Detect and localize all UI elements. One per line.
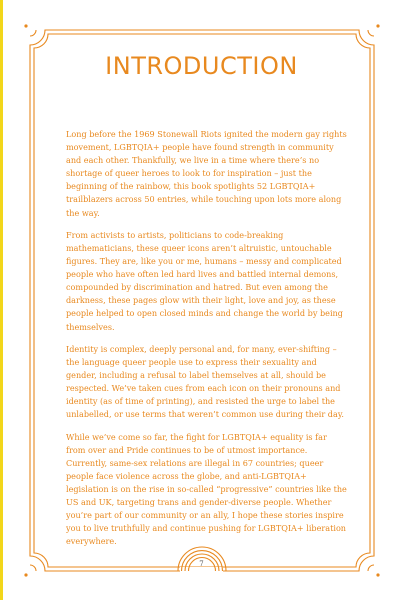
- paragraph: Long before the 1969 Stonewall Riots ignited the modern gay rights movement, LGBTQIA+ people have found strength in community and each other. Thankfully, we live in a time where there’s no shortage of queer heroes to look to for inspiration – just the beginning of the rainbow, this book spotlights 52 LGBTQIA+ trailblazers across 50 entries, while touching upon lots more along the way.: [66, 129, 347, 218]
- corner-dot: [24, 24, 27, 27]
- page-number: 7: [199, 560, 204, 568]
- paragraph: While we’ve come so far, the fight for LGBTQIA+ equality is far from over and Pride continues to be of utmost importance. Currently, same-sex relations are illegal in 67 countries; queer people face violence across the globe, and anti-LGBTQIA+ legislation is on the rise in so-called “progressive” countries like the US and UK, targeting trans and gender-diverse people. Whether you’re part of our community or an ally, I hope these stories inspire you to live truthfully and continue pushing for LGBTQIA+ liberation everywhere.: [66, 431, 347, 547]
- left-edge-stripe: [0, 0, 3, 600]
- corner-dot: [376, 24, 379, 27]
- paragraph: From activists to artists, politicians to code-breaking mathematicians, these queer icons aren’t altruistic, untouchable figures. They are, like you or me, humans – messy and complicated people who have often led hard lives and battled internal demons, compounded by discrimination and hatred. But even among the darkness, these pages glow with their light, love and joy, as these people helped to open closed minds and change the world by being themselves.: [66, 229, 343, 332]
- corner-arc-icon: [368, 30, 374, 36]
- corner-arc-icon: [30, 30, 36, 36]
- body-text: [66, 128, 348, 558]
- page-title: INTRODUCTION: [105, 52, 298, 80]
- paragraph: Identity is complex, deeply personal and, for many, ever-shifting – the language queer people use to express their sexuality and gender, including a refusal to label themselves at all, should be respected. We’ve taken cues from each icon on their pronouns and identity (as of time of printing), and resisted the urge to label the unlabelled, or use terms that weren’t common use during their day.: [66, 343, 344, 420]
- corner-dot: [24, 573, 27, 576]
- corner-dot: [376, 573, 379, 576]
